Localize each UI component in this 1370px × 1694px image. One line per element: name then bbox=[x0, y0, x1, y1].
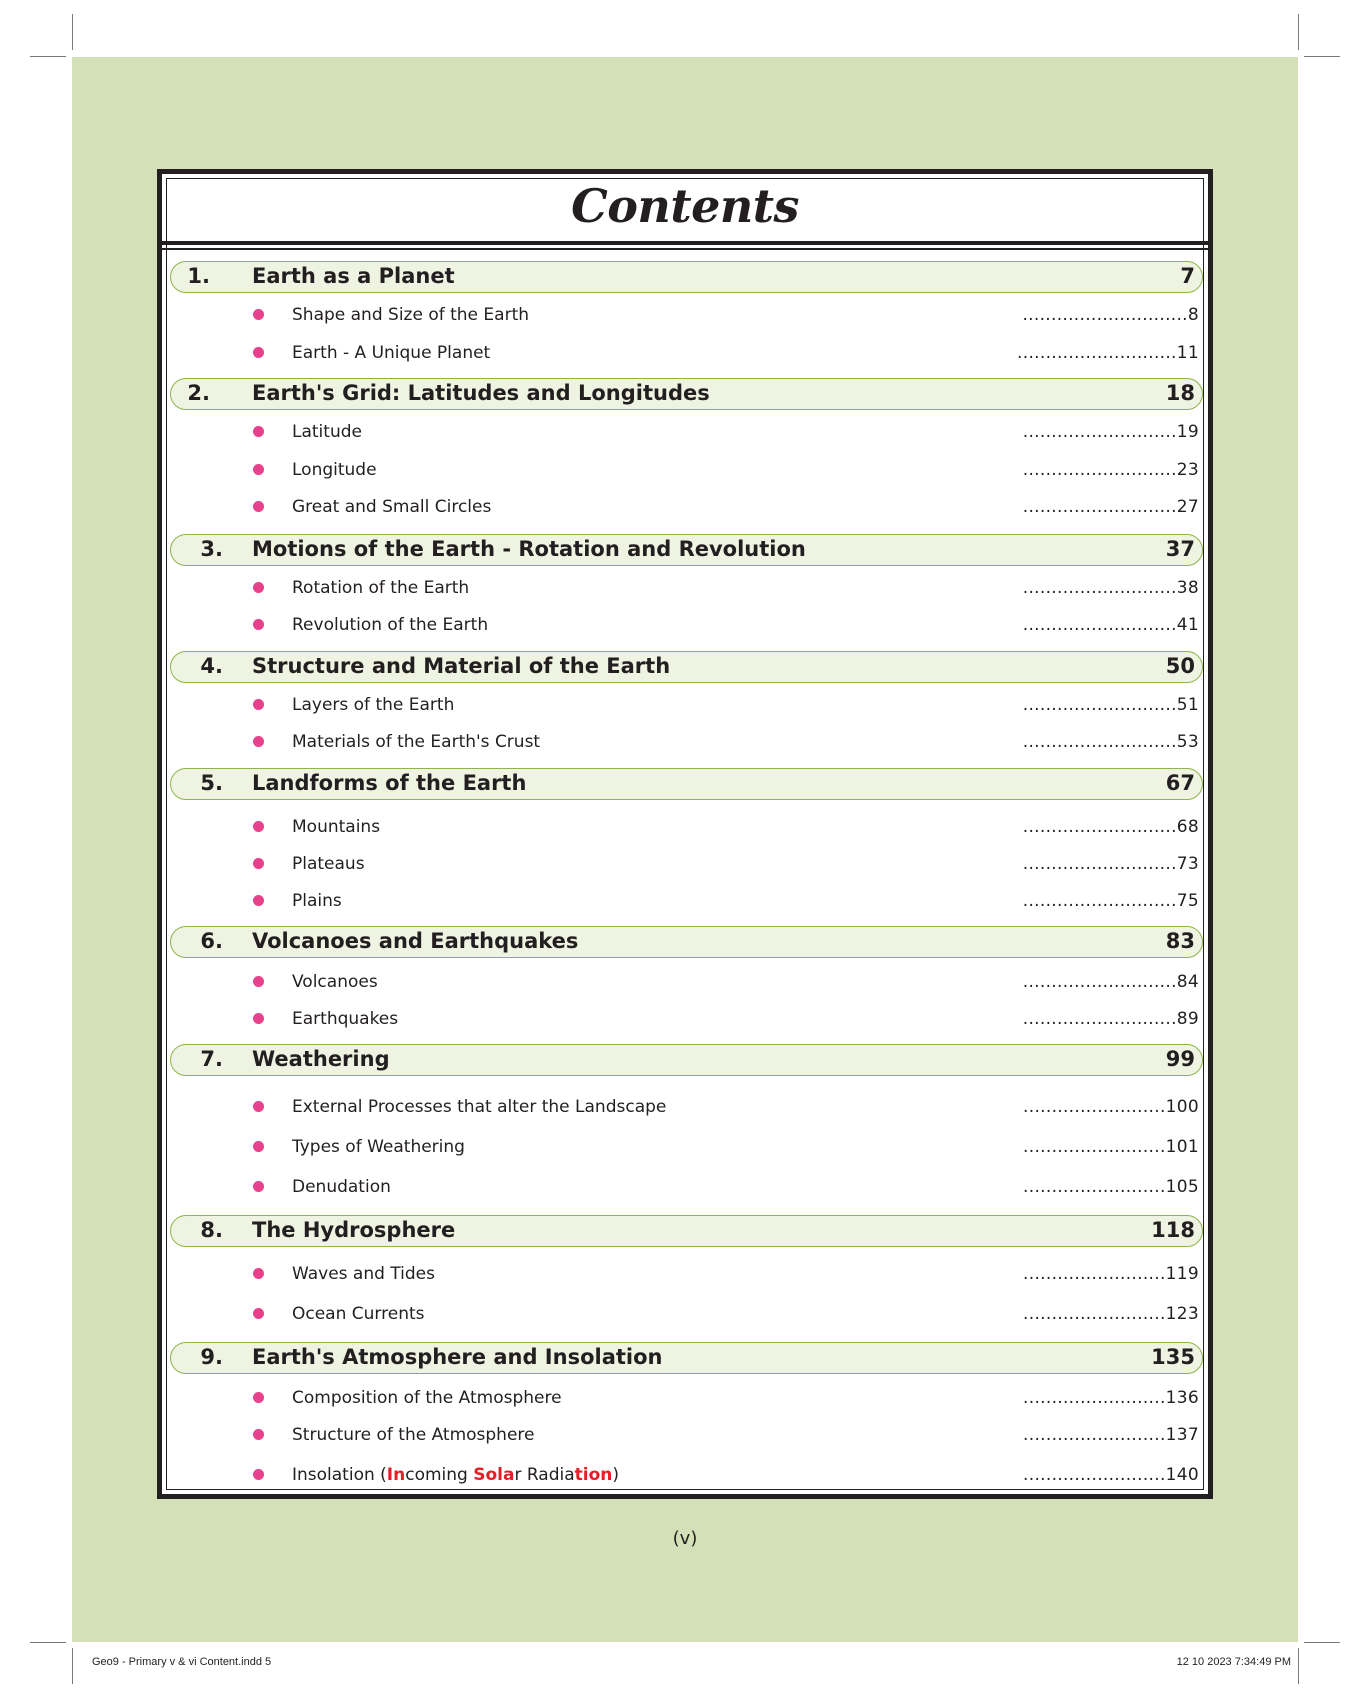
chapter-row[interactable] bbox=[170, 534, 1203, 566]
chapter-title: The Hydrosphere bbox=[252, 1218, 456, 1242]
topic-title: Structure of the Atmosphere bbox=[292, 1425, 535, 1445]
topic-row[interactable] bbox=[0, 1175, 1370, 1199]
bullet-icon bbox=[253, 699, 264, 710]
chapter-page-number: 135 bbox=[1151, 1345, 1195, 1369]
bullet-icon bbox=[253, 1268, 264, 1279]
bullet-icon bbox=[253, 426, 264, 437]
topic-page-number: ...........................27 bbox=[1022, 497, 1199, 517]
title-area bbox=[162, 174, 1208, 238]
page-title: Contents bbox=[571, 179, 799, 233]
topic-row[interactable] bbox=[0, 576, 1370, 600]
chapter-row[interactable] bbox=[170, 1342, 1203, 1374]
topic-title: Types of Weathering bbox=[292, 1137, 465, 1157]
topic-title-segment: Insolation ( bbox=[292, 1465, 387, 1485]
chapter-number: 9. bbox=[200, 1345, 223, 1369]
topic-title: Latitude bbox=[292, 422, 362, 442]
bullet-icon bbox=[253, 736, 264, 747]
topic-page-number: .........................136 bbox=[1023, 1388, 1199, 1408]
title-rule bbox=[162, 241, 1208, 245]
topic-row[interactable] bbox=[0, 889, 1370, 913]
chapter-title: Volcanoes and Earthquakes bbox=[252, 929, 579, 953]
crop-mark bbox=[72, 14, 73, 50]
topic-title: Rotation of the Earth bbox=[292, 578, 470, 598]
topic-title: Composition of the Atmosphere bbox=[292, 1388, 562, 1408]
bullet-icon bbox=[253, 1429, 264, 1440]
topic-title bbox=[292, 1463, 619, 1487]
topic-title: Waves and Tides bbox=[292, 1264, 435, 1284]
topic-title: Longitude bbox=[292, 460, 377, 480]
chapter-row[interactable] bbox=[170, 768, 1203, 800]
chapter-page-number: 7 bbox=[1180, 264, 1195, 288]
chapter-number: 4. bbox=[200, 654, 223, 678]
topic-row[interactable] bbox=[0, 420, 1370, 444]
topic-title: Earth - A Unique Planet bbox=[292, 343, 491, 363]
topic-page-number: ...........................75 bbox=[1022, 891, 1199, 911]
highlighted-text: tion bbox=[574, 1465, 613, 1485]
chapter-row[interactable] bbox=[170, 1044, 1203, 1076]
topic-page-number: ...........................53 bbox=[1022, 732, 1199, 752]
topic-row[interactable] bbox=[0, 1386, 1370, 1410]
chapter-title: Earth's Atmosphere and Insolation bbox=[252, 1345, 663, 1369]
topic-page-number: ...........................84 bbox=[1022, 972, 1199, 992]
chapter-title: Earth as a Planet bbox=[252, 264, 455, 288]
highlighted-text: In bbox=[386, 1465, 406, 1485]
chapter-number: 7. bbox=[200, 1047, 223, 1071]
topic-title: Mountains bbox=[292, 817, 381, 837]
topic-row[interactable] bbox=[0, 852, 1370, 876]
topic-row[interactable] bbox=[0, 613, 1370, 637]
topic-row[interactable] bbox=[0, 303, 1370, 327]
crop-mark bbox=[1304, 1642, 1340, 1643]
chapter-page-number: 99 bbox=[1165, 1047, 1195, 1071]
topic-row[interactable] bbox=[0, 1007, 1370, 1031]
chapter-title: Landforms of the Earth bbox=[252, 771, 527, 795]
bullet-icon bbox=[253, 1181, 264, 1192]
crop-mark bbox=[1298, 14, 1299, 50]
bullet-icon bbox=[253, 309, 264, 320]
topic-row[interactable] bbox=[0, 815, 1370, 839]
topic-row[interactable] bbox=[0, 1463, 1370, 1487]
topic-row[interactable] bbox=[0, 1423, 1370, 1447]
chapter-number: 5. bbox=[200, 771, 223, 795]
topic-page-number: ...........................73 bbox=[1022, 854, 1199, 874]
topic-row[interactable] bbox=[0, 970, 1370, 994]
chapter-number: 6. bbox=[200, 929, 223, 953]
bullet-icon bbox=[253, 1308, 264, 1319]
bullet-icon bbox=[253, 464, 264, 475]
topic-title: Great and Small Circles bbox=[292, 497, 492, 517]
topic-title-segment: r Radia bbox=[514, 1465, 575, 1485]
chapter-page-number: 18 bbox=[1165, 381, 1195, 405]
topic-page-number: .............................8 bbox=[1022, 305, 1199, 325]
bullet-icon bbox=[253, 1469, 264, 1480]
topic-title: Shape and Size of the Earth bbox=[292, 305, 530, 325]
topic-page-number: .........................123 bbox=[1023, 1304, 1199, 1324]
bullet-icon bbox=[253, 895, 264, 906]
bullet-icon bbox=[253, 582, 264, 593]
chapter-row[interactable] bbox=[170, 378, 1203, 410]
slug-filename: Geo9 - Primary v & vi Content.indd 5 bbox=[92, 1656, 272, 1668]
chapter-number: 1. bbox=[187, 264, 210, 288]
chapter-number: 2. bbox=[187, 381, 210, 405]
crop-mark bbox=[30, 1642, 66, 1643]
chapter-page-number: 83 bbox=[1165, 929, 1195, 953]
topic-row[interactable] bbox=[0, 1135, 1370, 1159]
bullet-icon bbox=[253, 1141, 264, 1152]
topic-title: Denudation bbox=[292, 1177, 391, 1197]
topic-page-number: ...........................68 bbox=[1022, 817, 1199, 837]
bullet-icon bbox=[253, 821, 264, 832]
topic-title: Volcanoes bbox=[292, 972, 378, 992]
topic-page-number: ...........................41 bbox=[1022, 615, 1199, 635]
bullet-icon bbox=[253, 1013, 264, 1024]
chapter-page-number: 37 bbox=[1165, 537, 1195, 561]
topic-page-number: .........................101 bbox=[1023, 1137, 1199, 1157]
topic-title-segment: coming bbox=[405, 1465, 474, 1485]
topic-row[interactable] bbox=[0, 341, 1370, 365]
topic-title: Materials of the Earth's Crust bbox=[292, 732, 541, 752]
topic-page-number: .........................100 bbox=[1023, 1097, 1199, 1117]
chapter-page-number: 67 bbox=[1165, 771, 1195, 795]
slug-timestamp: 12 10 2023 7:34:49 PM bbox=[1176, 1656, 1291, 1668]
crop-mark bbox=[72, 1648, 73, 1684]
bullet-icon bbox=[253, 858, 264, 869]
topic-row[interactable] bbox=[0, 1262, 1370, 1286]
chapter-title: Weathering bbox=[252, 1047, 390, 1071]
topic-page-number: ...........................19 bbox=[1022, 422, 1199, 442]
topic-title-segment: ) bbox=[612, 1465, 620, 1485]
page-number: (v) bbox=[672, 1528, 698, 1549]
chapter-row[interactable] bbox=[170, 651, 1203, 683]
topic-page-number: ...........................89 bbox=[1022, 1009, 1199, 1029]
topic-page-number: .........................105 bbox=[1023, 1177, 1199, 1197]
topic-row[interactable] bbox=[0, 495, 1370, 519]
bullet-icon bbox=[253, 1392, 264, 1403]
highlighted-text: Sola bbox=[473, 1465, 515, 1485]
topic-title: Layers of the Earth bbox=[292, 695, 455, 715]
topic-title: Plains bbox=[292, 891, 342, 911]
topic-row[interactable] bbox=[0, 693, 1370, 717]
topic-title: Plateaus bbox=[292, 854, 365, 874]
chapter-title: Earth's Grid: Latitudes and Longitudes bbox=[252, 381, 710, 405]
topic-page-number: ............................11 bbox=[1017, 343, 1199, 363]
chapter-number: 3. bbox=[200, 537, 223, 561]
topic-page-number: .........................137 bbox=[1023, 1425, 1199, 1445]
bullet-icon bbox=[253, 976, 264, 987]
chapter-title: Motions of the Earth - Rotation and Revolution bbox=[252, 537, 806, 561]
topic-page-number: ...........................51 bbox=[1022, 695, 1199, 715]
bullet-icon bbox=[253, 347, 264, 358]
chapter-row[interactable] bbox=[170, 926, 1203, 958]
chapter-page-number: 50 bbox=[1165, 654, 1195, 678]
topic-title: Earthquakes bbox=[292, 1009, 399, 1029]
bullet-icon bbox=[253, 619, 264, 630]
topic-page-number: .........................140 bbox=[1023, 1465, 1199, 1485]
topic-page-number: .........................119 bbox=[1023, 1264, 1199, 1284]
crop-mark bbox=[1304, 56, 1340, 57]
crop-mark bbox=[1298, 1648, 1299, 1684]
topic-title: Ocean Currents bbox=[292, 1304, 425, 1324]
bullet-icon bbox=[253, 1101, 264, 1112]
chapter-row[interactable] bbox=[170, 261, 1203, 293]
topic-title: External Processes that alter the Landscape bbox=[292, 1097, 667, 1117]
topic-row[interactable] bbox=[0, 730, 1370, 754]
topic-page-number: ...........................38 bbox=[1022, 578, 1199, 598]
chapter-row[interactable] bbox=[170, 1215, 1203, 1247]
topic-row[interactable] bbox=[0, 458, 1370, 482]
topic-row[interactable] bbox=[0, 1302, 1370, 1326]
topic-page-number: ...........................23 bbox=[1022, 460, 1199, 480]
topic-row[interactable] bbox=[0, 1095, 1370, 1119]
chapter-number: 8. bbox=[200, 1218, 223, 1242]
crop-mark bbox=[30, 56, 66, 57]
topic-title: Revolution of the Earth bbox=[292, 615, 489, 635]
title-rule bbox=[162, 248, 1208, 250]
chapter-page-number: 118 bbox=[1151, 1218, 1195, 1242]
chapter-title: Structure and Material of the Earth bbox=[252, 654, 671, 678]
bullet-icon bbox=[253, 501, 264, 512]
